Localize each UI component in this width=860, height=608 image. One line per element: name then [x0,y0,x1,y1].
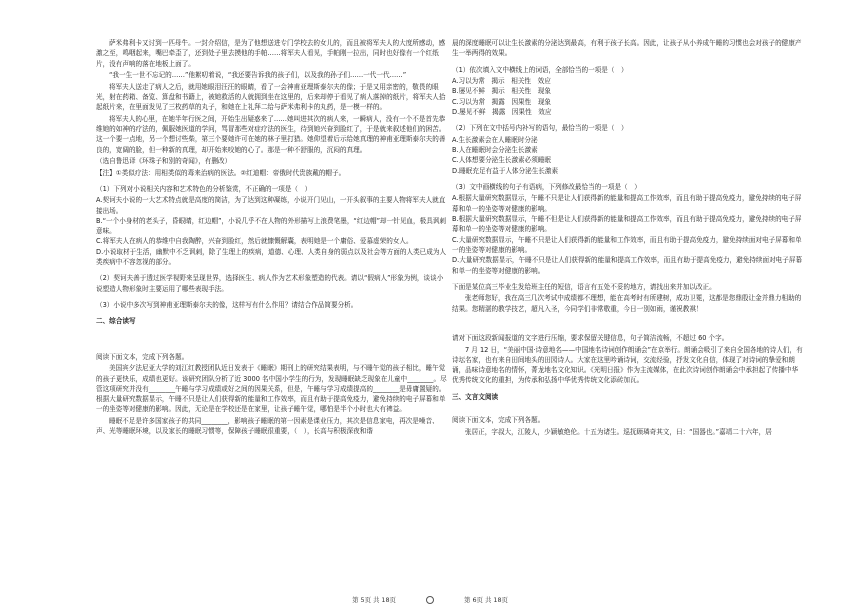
option-d: D.小说取材于生活，幽默中不乏讽刺，除了生理上的疾病，道德、心理、人类自身的弱点以及社会等方面的人类已成为人类疾病中不容忽视的部分。 [96,247,447,267]
page-number-right: 第 6页 共 18页 [464,596,508,604]
section-heading: 三、文言文阅读 [452,392,499,401]
footnote: 【注】①类似疗法：用相类似的毒来治病的医法。②红迪帽：帝俄时代贵族戴的帽子。 [96,168,346,177]
question-5: 请对下面这段新闻报道的文字进行压缩，要求保留关键信息，句子简洁流畅，不超过 60 个字。 [452,334,729,343]
question-3: （3）文中画横线的句子有语病，下列修改最恰当的一项是（ ） [452,182,641,191]
question-4: 下面是某位高三毕业生发给班主任的短信，语言有五处不妥的地方，请找出来并加以改正。 [452,282,716,291]
classical-text: 张居正，字叔大，江陵人，少颖敏绝伦。十五为诸生。巡抚顾璘奇其文，曰：“国器也。”嘉靖二十六年，居 [465,427,772,436]
article-paragraph: 美国宾夕法尼亚大学的刘江红教授团队近日发表于《睡眠》期刊上的研究结果表明，与不睡午觉的孩子相比，睡午觉的孩子更快乐，成绩也更好。该研究团队分析了近 3000 名中国小学生的行为，发现睡眠缺乏现象在儿童中________。尽管这项研究并没有________午睡与学习成绩或好之间的因果关系，但是，午睡与学习成绩提高的________是毋庸置疑的。根据大量研究数据显示，午睡不只是让人们获得新的能量和工作效率，而且有助于提高免疫力，避免持续的电子屏幕和单一的坐姿等对健康的影响。因此，无论是在学校还是在家里，让孩子睡午觉，哪怕是半个小时也大有裨益。 [96,364,447,414]
left-column [96,38,448,438]
option-a: A.契诃夫小说的一大艺术特点就是高度的简洁，为了达到这种凝练，小说开门见山，一开头叙事的主要人物将军夫人就直接出场。 [96,196,446,215]
option-c: C.大量研究数据显示，午睡不只是让人们获得新的能量和工作效率，而且有助于提高免疫力，避免持续面对电子屏幕和单一的坐姿等对健康的影响。 [452,235,802,254]
option-d: D.睡眠充足有益于人体分泌生长激素 [452,166,559,175]
option-c: C.人体想要分泌生长激素必须睡眠 [452,156,552,165]
page-number-left: 第 5页 共 18页 [352,596,396,604]
option-a: A.根据大量研究数据显示，午睡不只是让人们获得新的能量和提高工作效率，而且有助于提高免疫力，避免持续的电子屏幕和单一的坐姿等对健康的影响。 [452,194,802,213]
option-a: A.生长激素会在人睡眠时分泌 [452,135,538,144]
option-b: B.“一个小身材的老头子，昏眼睛，红边帽”，小说几乎不在人物的外形描写上浪费笔墨，“红边帽”却一针见血，极具讽刺意味。 [96,216,446,236]
right-column [452,38,804,438]
question-2: （2）契诃夫善于透过医学视野来呈现世界，选择医生、病人作为艺术形象塑造的代表。请以“假病人”形象为例，谈谈小说塑造人物形象时主要运用了哪些表现手法。 [96,274,444,293]
story-paragraph: 将军夫人送走了病人之后，就用她眼泪汪汪的眼睛，看了一会神甫亚理斯泰尔夫的像；于是又用亲密的，敬畏的眼光，射在药箱、备览、算盘和书籍上，被她救活的人就拥到坐在这里的，后来却停于看见了病人落掉的纸片，将军夫人拾起纸片来，在里面发见了三枚药草的丸子，和她在上礼拜二给与萨米弗利卡的丸药，是一模一样的。 [96,82,446,112]
news-text: 7 月 12 日，“美丽中国·诗意地名——中国地名诗词创作朗诵会”在京举行。朗诵会吸引了来自全国各地的诗人们，有诗坛名家，也有来自田间地头的田园诗人。大家在这里吟诵诗词，交流经验，抒发文化自信，体现了对诗词的挚爱和朗诵，品味诗意地名的情怀，菁龙地名文化知识。《光明日报》作为主流媒体，在此次诗词创作朗诵会中承担起了传播中华优秀传统文化的重担，为传承和弘扬中华优秀传统文化添砖加瓦。 [452,345,803,385]
question-1: （1）下列对小说相关内容和艺术特色的分析鉴赏，不正确的一项是（ ） [96,184,312,193]
option-c: C.将军夫人在病人的恭维中自我陶醉，兴奋到脸红，然后就慷慨解囊，表明她是一个庸俗、爱慕虚荣的女人。 [96,237,413,246]
story-paragraph: 萨米弗利卡又讨到一匹母牛。一封介绍信，是为了他想送进专门学校去的女儿的，而且被将军夫人的大度所感动，感激之至，鸣咽起来，嘴巴牵歪了，还到处子里去摸他的手帕……将军夫人看见，手帕刚一拉出，同时也好像有一个红纸片，没有声响的落在地板上面了。 [96,39,446,68]
page-footer [0,595,860,604]
option-b: B.根据大量研究数据显示，午睡不但是让人们获得新的能量和提高工作效率，而且有助于提高免疫力，避免持续的电子屏幕和单一的坐姿等对健康的影响。 [452,215,802,234]
reading-instruction: 阅读下面文本，完成下列各题。 [96,352,189,361]
source-note: （选自鲁迅译《环珠子和别的奇闻》，有删改） [96,157,232,166]
option-d: D.屡见不鲜 揭露 因果性 效应 [452,107,552,116]
story-paragraph: “我一生一世不忘记的……”他絮叨着说，“我还要告诉我的孩子们，以及我的孙子们……一代一代……” [109,71,407,80]
article-continuation: 晨的深度睡眠可以让生长激素的分泌达到最高，有利于孩子长高。因此，让孩子从小养成午睡的习惯也会对孩子的健康产生一举两得的效果。 [452,39,802,58]
question-1: （1）依次填入文中横线上的词语，全部恰当的一项是（ ） [452,65,628,74]
option-d: D.大量研究数据显示，午睡不只是让人们获得新的能量和提高工作效率，而且有助于提高免疫力，避免持续面对电子屏幕和单一的坐姿等对健康的影响。 [452,256,803,275]
section-heading: 二、综合读写 [96,317,136,326]
option-c: C.习以为常 揭露 因果性 现象 [452,97,552,106]
story-paragraph: 将军夫人的心里，在她半年行医之间，开始生出疑惑来了……她叫进其次的病人来，一瞬病人，没有一个不是首先恭维她的如神的疗法的，佩服她医道的学问，骂冒那些对症疗法的医生，待到她兴奋到脸红了，于是就来叙述他们的困苦。这一个要一点地，另一个想讨些柴，第三个要她许可在她的林子里打猎。她仰望着后示给她真理的神甫亚理斯泰尔夫的善良的，宽阔的脸，但一种新的真理，却开始来咬她的心了。那是一种不舒服的，沉闷的真理。 [96,114,446,154]
option-b: B.人在睡眠时会分泌生长激素 [452,146,538,155]
article-paragraph: 睡眠不足是许多国家孩子的共同________，影响孩子睡眠的第一因素是课业压力，其次是信息家电，再次是噪音、声、光等睡眠环境，以及家长的睡眠习惯等，保障孩子睡眠很重要，（ ），长高与积极深夜和谐 [96,416,439,436]
sms-text: 张老师您好，我在高三几次考试中成绩都不理想，能在高考时有所建树，成功卫冕，这都是您鼎殷让金并鼎力相助的结果。您精湛的教学技艺，超凡入圣，今同学们非常敬重，今日一别如雨，谨祝教祺！ [452,294,802,313]
option-a: A.习以为常 揭示 相关性 效应 [452,77,551,86]
option-b: B.屡见不鲜 揭示 相关性 现象 [452,87,551,96]
reading-instruction: 阅读下面文本，完成下列各题。 [452,416,545,425]
question-3: （3）小说中多次写到神甫亚理斯泰尔夫的像，这样写有什么作用？请结合作品简要分析。 [96,300,358,309]
question-2: （2）下列在文中括号内补写的语句，最恰当的一项是（ ） [452,124,628,133]
circle-icon [426,596,434,604]
